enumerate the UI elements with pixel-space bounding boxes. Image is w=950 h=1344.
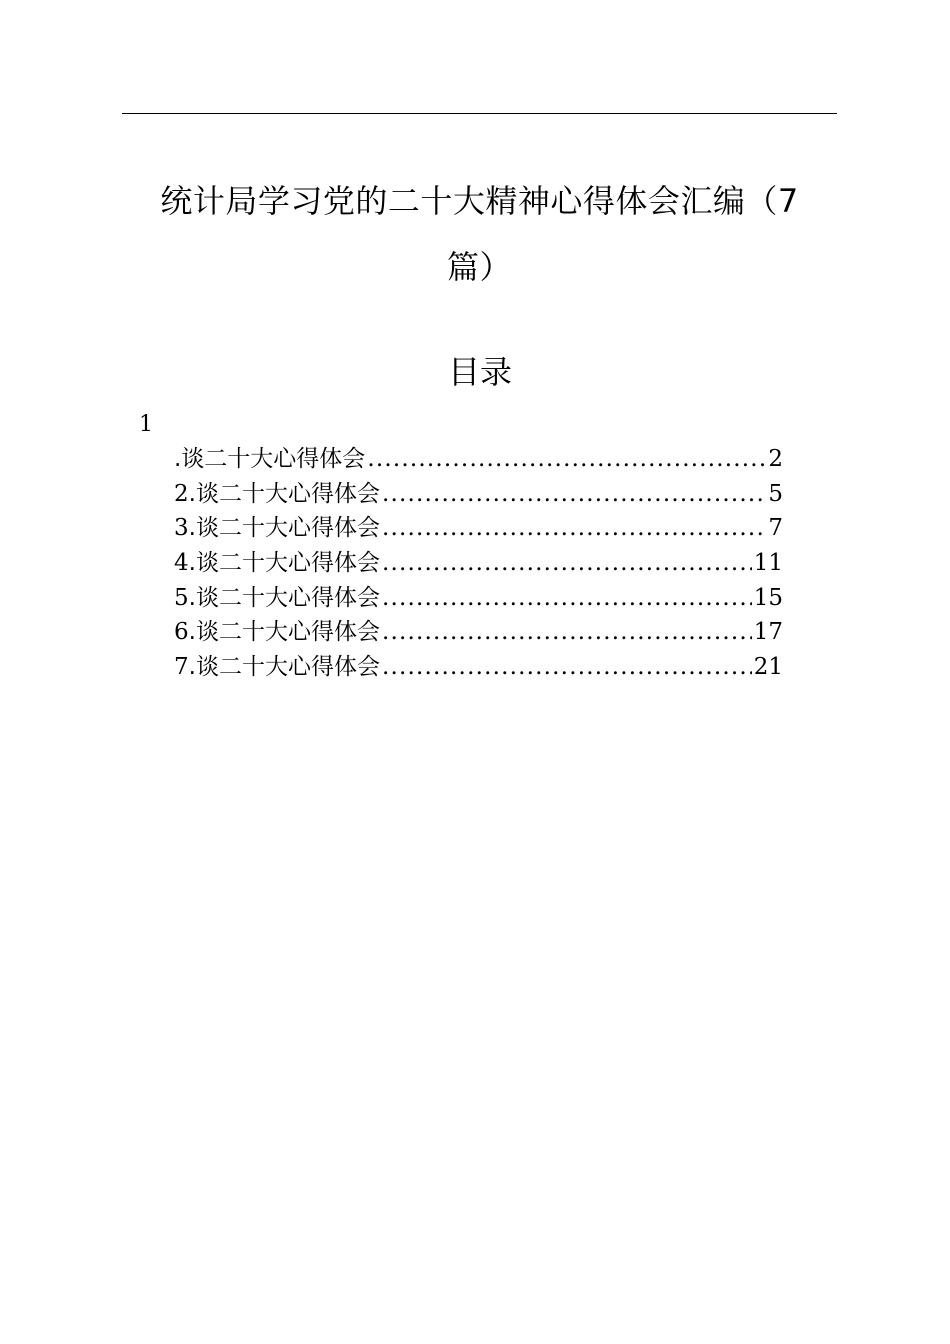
title-line-2: 篇） (446, 248, 512, 286)
toc-entry-label: 2.谈二十大心得体会 (174, 480, 380, 507)
document-title (122, 168, 837, 300)
toc-entry-page: 21 (753, 654, 783, 681)
toc-entry-label: 4.谈二十大心得体会 (174, 550, 380, 577)
toc-entry-label: 7.谈二十大心得体会 (174, 654, 380, 681)
toc-entry-label: 5.谈二十大心得体会 (174, 584, 380, 611)
toc-entry-page: 17 (753, 619, 783, 646)
toc-entry-page: 2 (768, 446, 783, 472)
toc-leader-dots (382, 581, 752, 616)
toc-entry-label: 3.谈二十大心得体会 (174, 515, 380, 542)
toc-entry-6[interactable] (174, 615, 783, 650)
toc-heading: 目录 (447, 353, 512, 391)
toc-entry-label: 6.谈二十大心得体会 (174, 619, 380, 646)
toc-stray-number: 1 (139, 412, 153, 437)
toc-entry-4[interactable] (174, 546, 783, 581)
header-rule (122, 113, 837, 114)
toc-entry-3[interactable] (174, 511, 783, 546)
toc-entry-7[interactable] (174, 650, 783, 685)
toc-leader-dots (382, 650, 752, 685)
toc-leader-dots (367, 442, 766, 477)
toc-entry-page: 5 (768, 480, 783, 507)
toc-entry-page: 7 (768, 515, 783, 542)
toc-entry-label: .谈二十大心得体会 (174, 446, 366, 472)
toc-entry-2[interactable] (174, 477, 783, 512)
toc-leader-dots (382, 546, 752, 581)
table-of-contents (174, 442, 783, 685)
toc-leader-dots (382, 615, 752, 650)
toc-entry-1[interactable] (174, 442, 783, 477)
toc-entry-page: 11 (753, 550, 783, 577)
title-line-1: 统计局学习党的二十大精神心得体会汇编（7 (160, 182, 799, 220)
toc-leader-dots (382, 511, 766, 546)
toc-entry-5[interactable] (174, 581, 783, 616)
toc-leader-dots (382, 477, 766, 512)
toc-entry-page: 15 (753, 584, 783, 611)
